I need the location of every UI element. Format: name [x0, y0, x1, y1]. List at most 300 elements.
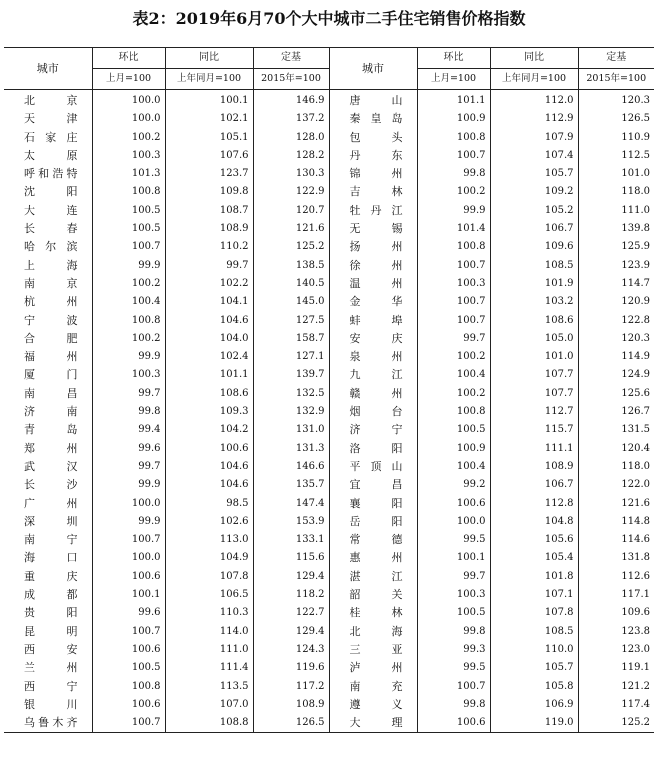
right-mom-cell: 100.8: [417, 238, 490, 256]
right-city-cell: 惠 州: [329, 549, 417, 567]
right-city-cell: 九 江: [329, 366, 417, 384]
left-yoy-cell: 108.6: [165, 385, 253, 403]
right-yoy-cell: 108.6: [490, 312, 578, 330]
left-fixed-cell: 125.2: [253, 238, 329, 256]
right-city-cell: 泸 州: [329, 659, 417, 677]
left-yoy-cell: 111.0: [165, 641, 253, 659]
right-city-cell: 牡丹江: [329, 202, 417, 220]
right-mom-cell: 100.8: [417, 403, 490, 421]
left-fixed-cell: 138.5: [253, 257, 329, 275]
right-fixed-cell: 114.7: [578, 275, 654, 293]
right-city-cell: 洛 阳: [329, 440, 417, 458]
right-fixed-cell: 114.9: [578, 348, 654, 366]
left-fixed-cell: 124.3: [253, 641, 329, 659]
left-city-cell: 大 连: [24, 203, 78, 217]
left-mom-cell: 100.8: [92, 312, 165, 330]
left-yoy-cell: 100.6: [165, 440, 253, 458]
right-city-cell: 扬 州: [329, 238, 417, 256]
left-yoy-cell: 109.3: [165, 403, 253, 421]
table-row: [4, 586, 654, 604]
yoy-header-left: 同比: [165, 48, 253, 69]
left-fixed-cell: 158.7: [253, 330, 329, 348]
right-fixed-cell: 111.0: [578, 202, 654, 220]
right-city-cell: 赣 州: [329, 385, 417, 403]
left-city-cell: 合 肥: [24, 331, 78, 345]
left-yoy-cell: 107.0: [165, 696, 253, 714]
table-header: [4, 48, 654, 90]
left-city-cell: 武 汉: [24, 459, 78, 473]
left-mom-cell: 100.7: [92, 623, 165, 641]
left-city-cell: 长 春: [24, 222, 78, 236]
right-mom-cell: 99.7: [417, 568, 490, 586]
left-fixed-cell: 131.3: [253, 440, 329, 458]
table-row: [4, 202, 654, 220]
table-row: [4, 312, 654, 330]
left-fixed-cell: 117.2: [253, 678, 329, 696]
right-fixed-cell: 119.1: [578, 659, 654, 677]
left-yoy-cell: 107.8: [165, 568, 253, 586]
table-row: [4, 90, 654, 111]
right-yoy-cell: 104.8: [490, 513, 578, 531]
table-body: [4, 90, 654, 733]
left-city-cell: 宁 波: [24, 313, 78, 327]
right-yoy-cell: 105.8: [490, 678, 578, 696]
right-yoy-cell: 105.0: [490, 330, 578, 348]
left-yoy-cell: 107.6: [165, 147, 253, 165]
right-fixed-cell: 120.4: [578, 440, 654, 458]
table-row: [4, 678, 654, 696]
right-yoy-cell: 112.0: [490, 90, 578, 111]
right-fixed-cell: 131.5: [578, 421, 654, 439]
right-city-cell: 金 华: [329, 293, 417, 311]
left-yoy-cell: 113.0: [165, 531, 253, 549]
right-yoy-cell: 106.9: [490, 696, 578, 714]
left-city-cell: 哈尔滨: [24, 240, 78, 254]
right-city-cell: 三 亚: [329, 641, 417, 659]
left-yoy-cell: 123.7: [165, 165, 253, 183]
right-yoy-cell: 112.8: [490, 495, 578, 513]
table-row: [4, 659, 654, 677]
left-city-cell: 南 京: [24, 276, 78, 290]
left-mom-cell: 100.5: [92, 220, 165, 238]
table-row: [4, 330, 654, 348]
right-yoy-cell: 106.7: [490, 220, 578, 238]
right-yoy-cell: 107.1: [490, 586, 578, 604]
left-city-cell: 深 圳: [24, 514, 78, 528]
right-city-cell: 泉 州: [329, 348, 417, 366]
right-yoy-cell: 111.1: [490, 440, 578, 458]
right-fixed-cell: 112.5: [578, 147, 654, 165]
right-fixed-cell: 112.6: [578, 568, 654, 586]
right-mom-cell: 99.9: [417, 202, 490, 220]
right-city-cell: 宜 昌: [329, 476, 417, 494]
right-city-cell: 丹 东: [329, 147, 417, 165]
right-yoy-cell: 107.7: [490, 366, 578, 384]
left-yoy-cell: 102.1: [165, 110, 253, 128]
left-yoy-cell: 104.2: [165, 421, 253, 439]
right-mom-cell: 99.3: [417, 641, 490, 659]
left-yoy-cell: 108.8: [165, 714, 253, 733]
left-yoy-cell: 101.1: [165, 366, 253, 384]
left-fixed-cell: 140.5: [253, 275, 329, 293]
right-mom-cell: 100.7: [417, 147, 490, 165]
left-fixed-cell: 127.1: [253, 348, 329, 366]
table-row: [4, 696, 654, 714]
right-yoy-cell: 103.2: [490, 293, 578, 311]
left-yoy-cell: 109.8: [165, 183, 253, 201]
right-city-cell: 韶 关: [329, 586, 417, 604]
right-yoy-cell: 105.2: [490, 202, 578, 220]
right-yoy-cell: 108.5: [490, 623, 578, 641]
left-city-cell: 石家庄: [24, 130, 78, 144]
right-city-cell: 唐 山: [329, 90, 417, 111]
left-mom-cell: 99.7: [92, 385, 165, 403]
mom-header-left: 环比: [92, 48, 165, 69]
left-fixed-cell: 128.2: [253, 147, 329, 165]
table-row: [4, 348, 654, 366]
right-yoy-cell: 115.7: [490, 421, 578, 439]
right-fixed-cell: 123.0: [578, 641, 654, 659]
right-mom-cell: 100.3: [417, 275, 490, 293]
left-mom-cell: 100.0: [92, 549, 165, 567]
right-city-cell: 桂 林: [329, 604, 417, 622]
right-yoy-cell: 105.6: [490, 531, 578, 549]
left-fixed-cell: 130.3: [253, 165, 329, 183]
right-yoy-cell: 105.7: [490, 165, 578, 183]
left-mom-cell: 100.3: [92, 147, 165, 165]
right-mom-cell: 100.2: [417, 183, 490, 201]
left-mom-cell: 100.7: [92, 531, 165, 549]
left-mom-cell: 99.9: [92, 257, 165, 275]
right-mom-cell: 99.2: [417, 476, 490, 494]
right-mom-cell: 99.7: [417, 330, 490, 348]
table-row: [4, 513, 654, 531]
right-mom-cell: 100.2: [417, 348, 490, 366]
right-fixed-cell: 125.2: [578, 714, 654, 733]
left-mom-cell: 100.3: [92, 366, 165, 384]
right-fixed-cell: 124.9: [578, 366, 654, 384]
table-row: [4, 458, 654, 476]
right-mom-cell: 99.5: [417, 659, 490, 677]
table-row: [4, 403, 654, 421]
right-fixed-cell: 131.8: [578, 549, 654, 567]
left-city-cell: 天 津: [24, 112, 78, 126]
left-mom-cell: 100.6: [92, 641, 165, 659]
left-fixed-cell: 135.7: [253, 476, 329, 494]
left-mom-cell: 100.1: [92, 586, 165, 604]
right-city-cell: 常 德: [329, 531, 417, 549]
left-yoy-cell: 105.1: [165, 129, 253, 147]
left-mom-cell: 100.8: [92, 678, 165, 696]
table-row: [4, 549, 654, 567]
right-yoy-cell: 105.7: [490, 659, 578, 677]
right-mom-cell: 100.8: [417, 129, 490, 147]
left-city-cell: 重 庆: [24, 569, 78, 583]
right-fixed-cell: 125.9: [578, 238, 654, 256]
right-fixed-cell: 121.2: [578, 678, 654, 696]
table-row: [4, 238, 654, 256]
right-fixed-cell: 114.6: [578, 531, 654, 549]
left-fixed-cell: 147.4: [253, 495, 329, 513]
right-yoy-cell: 112.9: [490, 110, 578, 128]
right-fixed-cell: 101.0: [578, 165, 654, 183]
left-mom-cell: 99.7: [92, 458, 165, 476]
left-city-cell: 呼和浩特: [24, 167, 78, 181]
left-city-cell: 福 州: [24, 350, 78, 364]
right-yoy-cell: 108.9: [490, 458, 578, 476]
left-yoy-cell: 111.4: [165, 659, 253, 677]
left-city-cell: 郑 州: [24, 441, 78, 455]
left-fixed-cell: 132.9: [253, 403, 329, 421]
left-mom-cell: 100.5: [92, 202, 165, 220]
table-title: 表2：2019年6月70个大中城市二手住宅销售价格指数: [132, 9, 526, 28]
right-mom-cell: 100.3: [417, 586, 490, 604]
table-row: [4, 623, 654, 641]
left-city-cell: 兰 州: [24, 661, 78, 675]
city-header-right: 城市: [329, 48, 417, 90]
right-yoy-cell: 101.9: [490, 275, 578, 293]
left-fixed-cell: 153.9: [253, 513, 329, 531]
table-row: [4, 129, 654, 147]
left-city-cell: 长 沙: [24, 478, 78, 492]
left-city-cell: 南 宁: [24, 533, 78, 547]
right-mom-cell: 100.7: [417, 312, 490, 330]
right-mom-cell: 100.5: [417, 421, 490, 439]
left-yoy-cell: 104.6: [165, 476, 253, 494]
right-city-cell: 湛 江: [329, 568, 417, 586]
left-yoy-cell: 102.2: [165, 275, 253, 293]
left-mom-cell: 99.8: [92, 403, 165, 421]
right-mom-cell: 100.6: [417, 714, 490, 733]
left-mom-cell: 100.2: [92, 129, 165, 147]
left-city-cell: 昆 明: [24, 624, 78, 638]
left-yoy-cell: 104.6: [165, 458, 253, 476]
left-city-cell: 广 州: [24, 496, 78, 510]
right-city-cell: 安 庆: [329, 330, 417, 348]
table-row: [4, 110, 654, 128]
left-yoy-cell: 110.3: [165, 604, 253, 622]
left-fixed-cell: 128.0: [253, 129, 329, 147]
left-city-cell: 北 京: [24, 94, 78, 107]
right-fixed-cell: 121.6: [578, 495, 654, 513]
left-yoy-cell: 102.6: [165, 513, 253, 531]
left-mom-cell: 100.6: [92, 696, 165, 714]
left-fixed-cell: 129.4: [253, 623, 329, 641]
left-mom-cell: 99.4: [92, 421, 165, 439]
left-yoy-cell: 100.1: [165, 90, 253, 111]
left-fixed-cell: 133.1: [253, 531, 329, 549]
right-yoy-cell: 107.7: [490, 385, 578, 403]
left-fixed-cell: 137.2: [253, 110, 329, 128]
fixed-base-left: 2015年=100: [253, 69, 329, 90]
left-mom-cell: 99.9: [92, 476, 165, 494]
right-city-cell: 平顶山: [329, 458, 417, 476]
table-row: [4, 257, 654, 275]
left-fixed-cell: 129.4: [253, 568, 329, 586]
left-mom-cell: 99.9: [92, 348, 165, 366]
left-fixed-cell: 139.7: [253, 366, 329, 384]
right-city-cell: 济 宁: [329, 421, 417, 439]
left-mom-cell: 100.0: [92, 495, 165, 513]
left-yoy-cell: 99.7: [165, 257, 253, 275]
table-row: [4, 165, 654, 183]
left-fixed-cell: 121.6: [253, 220, 329, 238]
right-fixed-cell: 118.0: [578, 183, 654, 201]
left-city-cell: 太 原: [24, 148, 78, 162]
right-fixed-cell: 123.9: [578, 257, 654, 275]
right-fixed-cell: 139.8: [578, 220, 654, 238]
left-fixed-cell: 119.6: [253, 659, 329, 677]
fixed-base-right: 2015年=100: [578, 69, 654, 90]
fixed-header-right: 定基: [578, 48, 654, 69]
right-mom-cell: 100.6: [417, 495, 490, 513]
table-row: [4, 147, 654, 165]
right-mom-cell: 100.1: [417, 549, 490, 567]
left-mom-cell: 101.3: [92, 165, 165, 183]
right-fixed-cell: 118.0: [578, 458, 654, 476]
left-city-cell: 海 口: [24, 551, 78, 565]
right-mom-cell: 99.8: [417, 165, 490, 183]
table-row: [4, 714, 654, 733]
table-row: [4, 220, 654, 238]
right-fixed-cell: 117.4: [578, 696, 654, 714]
table-row: [4, 531, 654, 549]
right-fixed-cell: 122.8: [578, 312, 654, 330]
right-yoy-cell: 101.0: [490, 348, 578, 366]
right-city-cell: 无 锡: [329, 220, 417, 238]
left-fixed-cell: 120.7: [253, 202, 329, 220]
left-city-cell: 乌鲁木齐: [24, 716, 78, 730]
left-fixed-cell: 122.9: [253, 183, 329, 201]
right-fixed-cell: 126.5: [578, 110, 654, 128]
right-mom-cell: 99.8: [417, 623, 490, 641]
right-yoy-cell: 109.2: [490, 183, 578, 201]
left-mom-cell: 100.2: [92, 275, 165, 293]
table-row: [4, 476, 654, 494]
right-yoy-cell: 101.8: [490, 568, 578, 586]
left-mom-cell: 100.4: [92, 293, 165, 311]
table-row: [4, 568, 654, 586]
right-fixed-cell: 120.3: [578, 330, 654, 348]
right-mom-cell: 100.9: [417, 110, 490, 128]
left-city-cell: 西 宁: [24, 679, 78, 693]
yoy-base-left: 上年同月=100: [165, 69, 253, 90]
mom-base-right: 上月=100: [417, 69, 490, 90]
left-city-cell: 上 海: [24, 258, 78, 272]
right-city-cell: 锦 州: [329, 165, 417, 183]
right-fixed-cell: 114.8: [578, 513, 654, 531]
right-mom-cell: 100.5: [417, 604, 490, 622]
left-city-cell: 济 南: [24, 405, 78, 419]
left-fixed-cell: 126.5: [253, 714, 329, 733]
yoy-base-right: 上年同月=100: [490, 69, 578, 90]
left-yoy-cell: 113.5: [165, 678, 253, 696]
right-yoy-cell: 119.0: [490, 714, 578, 733]
left-city-cell: 贵 阳: [24, 606, 78, 620]
left-mom-cell: 100.6: [92, 568, 165, 586]
table-row: [4, 385, 654, 403]
right-mom-cell: 100.7: [417, 293, 490, 311]
right-mom-cell: 100.4: [417, 458, 490, 476]
left-fixed-cell: 132.5: [253, 385, 329, 403]
right-fixed-cell: 109.6: [578, 604, 654, 622]
right-fixed-cell: 110.9: [578, 129, 654, 147]
left-city-cell: 成 都: [24, 588, 78, 602]
right-yoy-cell: 108.5: [490, 257, 578, 275]
table-row: [4, 440, 654, 458]
right-city-cell: 北 海: [329, 623, 417, 641]
table-row: [4, 641, 654, 659]
right-mom-cell: 100.7: [417, 678, 490, 696]
left-yoy-cell: 104.0: [165, 330, 253, 348]
right-yoy-cell: 106.7: [490, 476, 578, 494]
right-city-cell: 温 州: [329, 275, 417, 293]
left-mom-cell: 100.2: [92, 330, 165, 348]
table-row: [4, 604, 654, 622]
left-city-cell: 银 川: [24, 697, 78, 711]
right-fixed-cell: 117.1: [578, 586, 654, 604]
right-mom-cell: 100.2: [417, 385, 490, 403]
fixed-header-left: 定基: [253, 48, 329, 69]
left-yoy-cell: 114.0: [165, 623, 253, 641]
right-yoy-cell: 109.6: [490, 238, 578, 256]
table-row: [4, 183, 654, 201]
left-mom-cell: 99.6: [92, 440, 165, 458]
right-city-cell: 南 充: [329, 678, 417, 696]
left-yoy-cell: 106.5: [165, 586, 253, 604]
left-yoy-cell: 104.1: [165, 293, 253, 311]
left-yoy-cell: 110.2: [165, 238, 253, 256]
left-fixed-cell: 146.6: [253, 458, 329, 476]
right-yoy-cell: 107.8: [490, 604, 578, 622]
right-city-cell: 蚌 埠: [329, 312, 417, 330]
right-fixed-cell: 126.7: [578, 403, 654, 421]
yoy-header-right: 同比: [490, 48, 578, 69]
left-mom-cell: 99.9: [92, 513, 165, 531]
table-row: [4, 421, 654, 439]
right-fixed-cell: 125.6: [578, 385, 654, 403]
left-mom-cell: 100.7: [92, 714, 165, 733]
right-yoy-cell: 107.4: [490, 147, 578, 165]
right-city-cell: 烟 台: [329, 403, 417, 421]
right-yoy-cell: 105.4: [490, 549, 578, 567]
left-yoy-cell: 102.4: [165, 348, 253, 366]
left-fixed-cell: 145.0: [253, 293, 329, 311]
left-mom-cell: 100.8: [92, 183, 165, 201]
right-yoy-cell: 107.9: [490, 129, 578, 147]
left-city-cell: 青 岛: [24, 423, 78, 437]
table-row: [4, 366, 654, 384]
left-mom-cell: 100.7: [92, 238, 165, 256]
left-fixed-cell: 127.5: [253, 312, 329, 330]
right-fixed-cell: 122.0: [578, 476, 654, 494]
left-yoy-cell: 104.9: [165, 549, 253, 567]
right-mom-cell: 100.7: [417, 257, 490, 275]
left-fixed-cell: 122.7: [253, 604, 329, 622]
table-row: [4, 275, 654, 293]
right-fixed-cell: 120.3: [578, 90, 654, 111]
left-mom-cell: 99.6: [92, 604, 165, 622]
right-city-cell: 包 头: [329, 129, 417, 147]
right-yoy-cell: 112.7: [490, 403, 578, 421]
price-index-table: [4, 47, 654, 733]
left-yoy-cell: 108.9: [165, 220, 253, 238]
left-city-cell: 沈 阳: [24, 185, 78, 199]
right-mom-cell: 99.5: [417, 531, 490, 549]
right-mom-cell: 99.8: [417, 696, 490, 714]
right-fixed-cell: 123.8: [578, 623, 654, 641]
left-yoy-cell: 104.6: [165, 312, 253, 330]
